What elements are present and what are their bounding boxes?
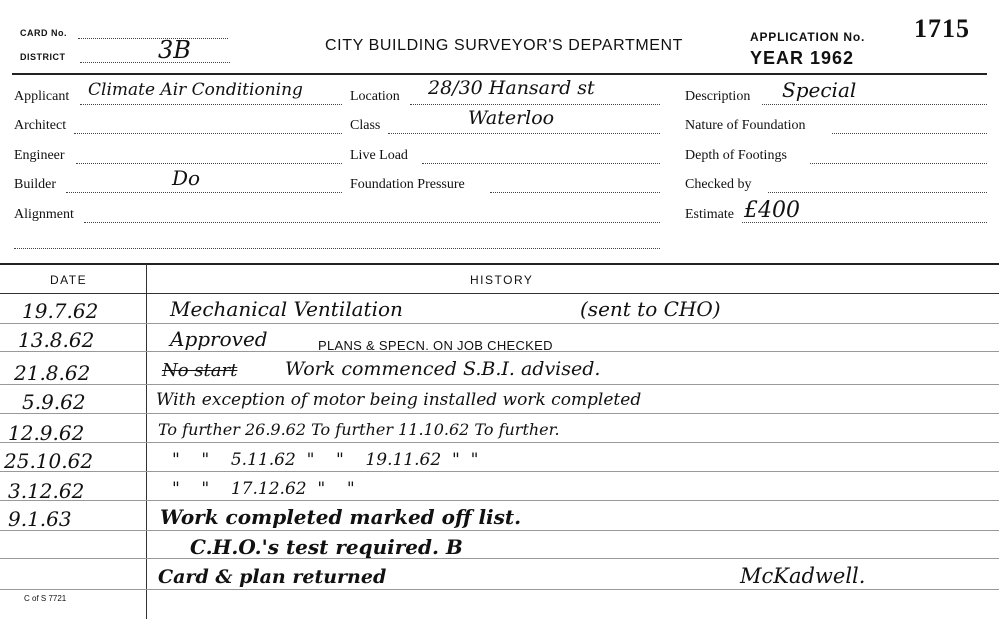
class-label: Class bbox=[350, 118, 381, 133]
history-entry: Approved bbox=[170, 327, 268, 351]
history-entry: Work commenced S.B.I. advised. bbox=[285, 358, 601, 380]
engineer-label: Engineer bbox=[14, 148, 65, 163]
history-entry: Mechanical Ventilation bbox=[170, 297, 403, 321]
history-entry: Card & plan returned bbox=[158, 566, 387, 588]
blank-line bbox=[14, 248, 660, 249]
history-entry: With exception of motor being installed work completed bbox=[156, 390, 642, 410]
class-line bbox=[388, 133, 660, 134]
history-date: 13.8.62 bbox=[18, 328, 95, 352]
architect-label: Architect bbox=[14, 118, 67, 133]
header-bottom-line bbox=[0, 293, 999, 294]
application-label: APPLICATION No. bbox=[750, 30, 866, 44]
row-line bbox=[0, 500, 999, 501]
history-entry: C.H.O.'s test required. B bbox=[190, 535, 463, 559]
row-line bbox=[0, 558, 999, 559]
history-entry: " " 5.11.62 " " 19.11.62 " " bbox=[172, 450, 479, 470]
header-rule bbox=[12, 73, 987, 75]
checked-label: Checked by bbox=[685, 177, 752, 192]
live-load-line bbox=[422, 163, 660, 164]
history-top-rule bbox=[0, 263, 999, 265]
class-value: Waterloo bbox=[468, 107, 555, 129]
nature-label: Nature of Foundation bbox=[685, 118, 806, 133]
engineer-line bbox=[76, 163, 342, 164]
card-no-label: CARD No. bbox=[20, 28, 67, 38]
description-label: Description bbox=[685, 89, 751, 104]
estimate-value: £400 bbox=[744, 198, 800, 223]
form-code: C of S 7721 bbox=[24, 594, 67, 603]
history-date: 12.9.62 bbox=[8, 421, 85, 445]
applicant-line bbox=[80, 104, 342, 105]
foundation-pressure-line bbox=[490, 192, 660, 193]
history-entry: Work completed marked off list. bbox=[160, 505, 522, 529]
row-line bbox=[0, 530, 999, 531]
builder-value: Do bbox=[172, 166, 201, 190]
history-entry: " " 17.12.62 " " bbox=[172, 479, 355, 499]
history-date: 9.1.63 bbox=[8, 507, 72, 531]
district-label: DISTRICT bbox=[20, 52, 66, 62]
alignment-line bbox=[84, 222, 660, 223]
history-date: 5.9.62 bbox=[22, 390, 86, 414]
history-note: (sent to CHO) bbox=[580, 297, 721, 321]
architect-line bbox=[74, 133, 342, 134]
signature: McKadwell. bbox=[740, 564, 866, 588]
row-line bbox=[0, 323, 999, 324]
location-value: 28/30 Hansard st bbox=[428, 77, 595, 99]
district-line bbox=[80, 62, 230, 63]
estimate-label: Estimate bbox=[685, 207, 734, 222]
nature-line bbox=[832, 133, 987, 134]
applicant-value: Climate Air Conditioning bbox=[88, 80, 303, 100]
history-typed-entry: PLANS & SPECN. ON JOB CHECKED bbox=[318, 338, 553, 353]
application-number: 1715 bbox=[914, 14, 970, 43]
history-date: 25.10.62 bbox=[4, 449, 94, 473]
history-date: 3.12.62 bbox=[8, 479, 85, 503]
applicant-label: Applicant bbox=[14, 89, 70, 104]
alignment-label: Alignment bbox=[14, 207, 74, 222]
history-date: 19.7.62 bbox=[22, 299, 99, 323]
description-line bbox=[762, 104, 987, 105]
year-label: YEAR 1962 bbox=[750, 48, 855, 68]
row-line bbox=[0, 589, 999, 590]
history-entry: To further 26.9.62 To further 11.10.62 To further. bbox=[158, 420, 560, 439]
history-date: 21.8.62 bbox=[14, 361, 91, 385]
live-load-label: Live Load bbox=[350, 148, 408, 163]
builder-label: Builder bbox=[14, 177, 56, 192]
builder-line bbox=[66, 192, 342, 193]
row-line bbox=[0, 384, 999, 385]
location-label: Location bbox=[350, 89, 400, 104]
checked-line bbox=[768, 192, 987, 193]
card-no-line bbox=[78, 38, 228, 39]
row-line bbox=[0, 442, 999, 443]
description-value: Special bbox=[782, 78, 857, 102]
history-struck-entry: No start bbox=[162, 360, 238, 381]
history-header: HISTORY bbox=[470, 273, 534, 287]
location-line bbox=[410, 104, 660, 105]
date-header: DATE bbox=[50, 273, 88, 287]
depth-line bbox=[810, 163, 987, 164]
department-title: CITY BUILDING SURVEYOR'S DEPARTMENT bbox=[325, 37, 684, 54]
district-value: 3B bbox=[158, 36, 191, 64]
depth-label: Depth of Footings bbox=[685, 148, 787, 163]
row-line bbox=[0, 413, 999, 414]
row-line bbox=[0, 471, 999, 472]
foundation-pressure-label: Foundation Pressure bbox=[350, 177, 465, 192]
